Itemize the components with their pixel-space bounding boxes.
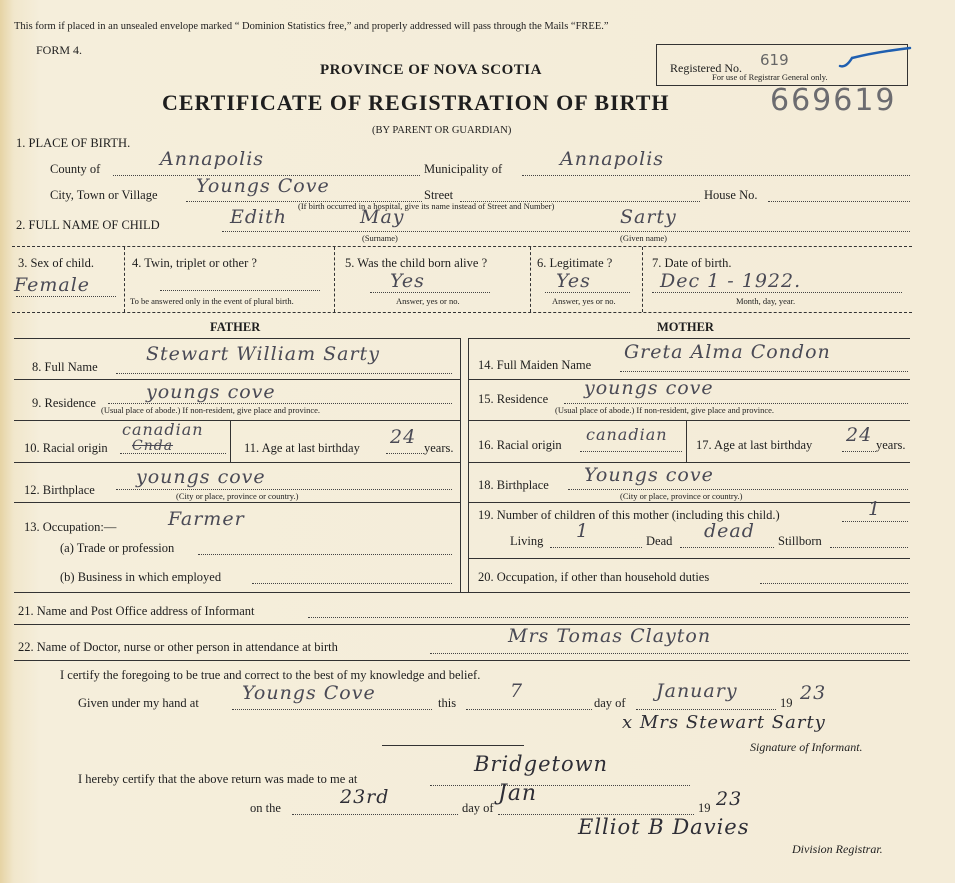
municipality-value: Annapolis <box>560 148 665 170</box>
page-subtitle: (BY PARENT OR GUARDIAN) <box>372 125 512 136</box>
registrar-note: For use of Registrar General only. <box>712 72 828 82</box>
mother-name-value: Greta Alma Condon <box>624 341 831 363</box>
county-value: Annapolis <box>160 148 265 170</box>
business-label: (b) Business in which employed <box>60 570 222 584</box>
check-mark-icon <box>836 44 916 74</box>
place-section-label: 1. PLACE OF BIRTH. <box>16 136 131 150</box>
father-birthplace-note: (City or place, province or country.) <box>176 491 299 501</box>
children-count-value: 1 <box>868 498 882 520</box>
mother-occupation-label: 20. Occupation, if other than household duties <box>478 570 710 584</box>
stamped-number: 669619 <box>770 83 897 118</box>
father-age-label: 11. Age at last birthday <box>244 441 360 455</box>
registered-number: 619 <box>760 51 789 69</box>
mother-birthplace-note: (City or place, province or country.) <box>620 491 743 501</box>
given-under-label: Given under my hand at <box>78 696 199 710</box>
registrar-year-printed: 19 <box>698 801 711 815</box>
mother-years-label: years. <box>876 438 906 452</box>
registrar-day-of-label: day of <box>462 801 494 815</box>
father-age-value: 24 <box>390 426 417 448</box>
registered-label: Registered No. <box>670 61 742 75</box>
surname-caption: (Surname) <box>362 233 398 243</box>
date-of-birth-note: Month, day, year. <box>736 296 796 306</box>
father-birthplace-value: youngs cove <box>136 466 266 488</box>
row3-bottom-rule <box>12 312 912 313</box>
municipality-label: Municipality of <box>424 162 503 176</box>
father-racial-value: canadian <box>122 420 204 439</box>
postal-note: This form if placed in an unsealed envelope marked “ Dominion Statistics free,” and properly addressed will pass through the Mails “FREE.” <box>14 21 609 32</box>
father-residence-note: (Usual place of abode.) If non-resident, give place and province. <box>101 405 321 415</box>
dead-label: Dead <box>646 534 673 548</box>
mother-residence-note: (Usual place of abode.) If non-resident, give place and province. <box>555 405 775 415</box>
division-registrar-caption: Division Registrar. <box>792 842 883 856</box>
registrar-on-the: on the <box>250 801 281 815</box>
father-residence-value: youngs cove <box>146 381 276 403</box>
father-occupation-label: 13. Occupation:— <box>24 520 117 534</box>
this-label: this <box>438 696 457 710</box>
alive-value: Yes <box>390 270 425 292</box>
father-heading: FATHER <box>210 320 261 334</box>
child-middle-name: May <box>360 206 405 228</box>
stillborn-label: Stillborn <box>778 534 822 548</box>
mother-birthplace-value: Youngs cove <box>584 464 714 486</box>
informant-signature-caption: Signature of Informant. <box>750 740 863 754</box>
registrar-day-value: 23rd <box>340 786 390 808</box>
father-racial-label: 10. Racial origin <box>24 441 108 455</box>
father-name-value: Stewart William Sarty <box>146 343 380 365</box>
legitimate-note: Answer, yes or no. <box>552 296 616 306</box>
given-place-value: Youngs Cove <box>242 682 376 704</box>
province-heading: PROVINCE OF NOVA SCOTIA <box>320 62 542 78</box>
mother-racial-label: 16. Racial origin <box>478 438 562 452</box>
page-title: CERTIFICATE OF REGISTRATION OF BIRTH <box>162 90 670 115</box>
informant-address-label: 21. Name and Post Office address of Informant <box>18 604 255 618</box>
date-of-birth-label: 7. Date of birth. <box>652 256 732 270</box>
legitimate-label: 6. Legitimate ? <box>537 256 613 270</box>
registrar-place-value: Bridgetown <box>474 752 609 776</box>
dead-value: dead <box>704 520 755 542</box>
father-residence-label: 9. Residence <box>32 396 96 410</box>
given-year-printed: 19 <box>780 696 793 710</box>
mother-age-label: 17. Age at last birthday <box>696 438 813 452</box>
certify-statement: I certify the foregoing to be true and correct to the best of my knowledge and belief. <box>60 668 481 682</box>
mother-heading: MOTHER <box>657 320 714 334</box>
given-month-value: January <box>656 680 738 702</box>
child-first-name: Edith <box>230 206 287 228</box>
row3-top-rule <box>12 246 912 247</box>
mother-residence-label: 15. Residence <box>478 392 549 406</box>
municipality-line <box>522 175 910 176</box>
twin-label: 4. Twin, triplet or other ? <box>132 256 257 270</box>
alive-label: 5. Was the child born alive ? <box>345 256 488 270</box>
sex-label: 3. Sex of child. <box>18 256 95 270</box>
date-of-birth-value: Dec 1 - 1922. <box>660 270 802 292</box>
trade-label: (a) Trade or profession <box>60 541 175 555</box>
father-occupation-value: Farmer <box>168 508 245 530</box>
child-surname: Sarty <box>620 206 677 228</box>
twin-note: To be answered only in the event of plural birth. <box>130 296 294 306</box>
given-day-of-label: day of <box>594 696 626 710</box>
sex-value: Female <box>14 274 91 296</box>
child-name-line <box>222 231 910 232</box>
city-label: City, Town or Village <box>50 188 158 202</box>
registrar-month-value: Jan <box>498 781 538 806</box>
mother-racial-value: canadian <box>586 425 668 444</box>
child-name-label: 2. FULL NAME OF CHILD <box>16 218 160 232</box>
mother-age-value: 24 <box>846 424 873 446</box>
mother-residence-value: youngs cove <box>584 377 714 399</box>
children-count-label: 19. Number of children of this mother (including this child.) <box>478 508 780 522</box>
form-number: FORM 4. <box>36 43 83 57</box>
street-label: Street <box>424 188 454 202</box>
living-label: Living <box>510 534 544 548</box>
separator-rule <box>382 745 524 746</box>
city-value: Youngs Cove <box>196 175 330 197</box>
given-day-value: 7 <box>510 680 524 702</box>
house-label: House No. <box>704 188 758 202</box>
given-name-caption: (Given name) <box>620 233 667 243</box>
father-racial-struck: Cnda <box>132 438 174 454</box>
father-years-label: years. <box>424 441 454 455</box>
legitimate-value: Yes <box>556 270 591 292</box>
mother-name-label: 14. Full Maiden Name <box>478 358 592 372</box>
father-birthplace-label: 12. Birthplace <box>24 483 95 497</box>
registrar-signature: Elliot B Davies <box>578 815 750 839</box>
living-value: 1 <box>576 520 590 542</box>
alive-note: Answer, yes or no. <box>396 296 460 306</box>
given-year-value: 23 <box>800 682 827 704</box>
informant-signature: x Mrs Stewart Sarty <box>622 712 826 733</box>
parents-divider <box>460 338 461 592</box>
registrar-year-value: 23 <box>716 788 743 810</box>
hospital-note: (If birth occurred in a hospital, give its name instead of Street and Number) <box>298 201 555 211</box>
doctor-value: Mrs Tomas Clayton <box>508 625 712 647</box>
county-label: County of <box>50 162 101 176</box>
father-name-label: 8. Full Name <box>32 360 98 374</box>
doctor-label: 22. Name of Doctor, nurse or other person in attendance at birth <box>18 640 338 654</box>
mother-birthplace-label: 18. Birthplace <box>478 478 549 492</box>
house-line <box>768 201 910 202</box>
registrar-statement: I hereby certify that the above return was made to me at <box>78 772 358 786</box>
